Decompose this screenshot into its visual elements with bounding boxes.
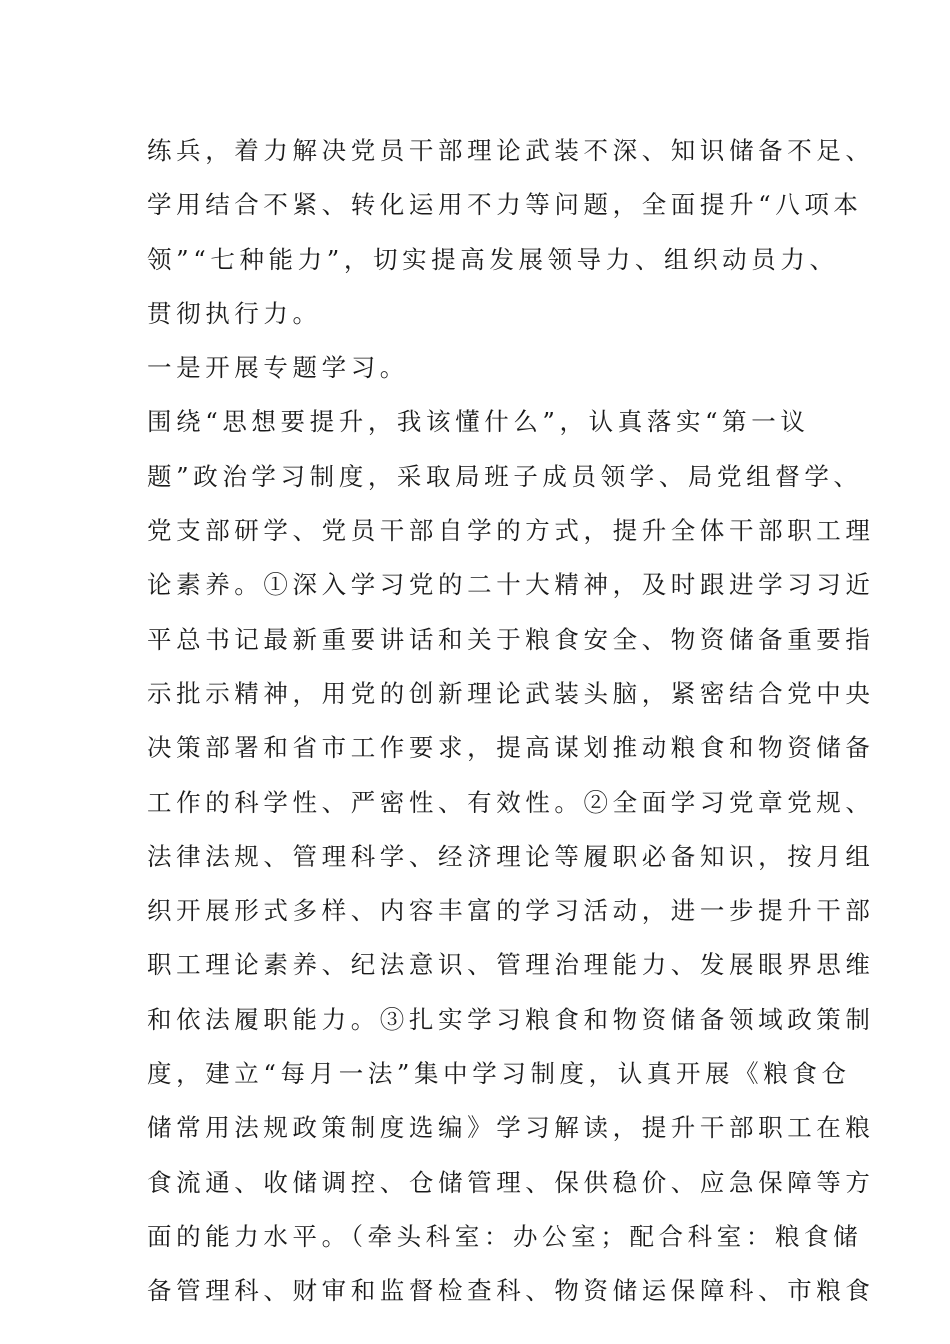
text-line: 示批示精神，用党的创新理论武装头脑，紧密结合党中央 [147,678,875,708]
text-line: 论素养。①深入学习党的二十大精神，及时跟进学习习近 [147,570,875,600]
text-line: 题”政治学习制度，采取局班子成员领学、局党组督学、 [147,461,863,491]
text-line: 备管理科、财审和监督检查科、物资储运保障科、市粮食 [147,1276,875,1306]
text-line: 储常用法规政策制度选编》学习解读，提升干部职工在粮 [147,1113,875,1143]
text-line: 和依法履职能力。③扎实学习粮食和物资储备领域政策制 [147,1004,875,1034]
text-line: 食流通、收储调控、仓储管理、保供稳价、应急保障等方 [147,1167,875,1197]
text-line: 围绕“思想要提升，我该懂什么”，认真落实“第一议 [147,407,810,437]
section-heading: 一是开展专题学习。 [147,353,409,383]
text-line: 职工理论素养、纪法意识、管理治理能力、发展眼界思维 [147,950,875,980]
text-line: 党支部研学、党员干部自学的方式，提升全体干部职工理 [147,516,875,546]
text-line: 度，建立“每月一法”集中学习制度，认真开展《粮食仓 [147,1059,851,1089]
text-line: 决策部署和省市工作要求，提高谋划推动粮食和物资储备 [147,733,875,763]
text-line: 工作的科学性、严密性、有效性。②全面学习党章党规、 [147,787,875,817]
text-line: 平总书记最新重要讲话和关于粮食安全、物资储备重要指 [147,624,875,654]
text-line: 面的能力水平。（牵头科室：办公室；配合科室：粮食储 [147,1221,863,1251]
text-line: 贯彻执行力。 [147,298,322,328]
text-line: 织开展形式多样、内容丰富的学习活动，进一步提升干部 [147,896,875,926]
text-line: 学用结合不紧、转化运用不力等问题，全面提升“八项本 [147,190,863,220]
text-line: 法律法规、管理科学、经济理论等履职必备知识，按月组 [147,841,875,871]
body-text [147,124,875,1319]
text-line: 领”“七种能力”，切实提高发展领导力、组织动员力、 [147,244,839,274]
text-line: 练兵，着力解决党员干部理论武装不深、知识储备不足、 [147,136,875,165]
